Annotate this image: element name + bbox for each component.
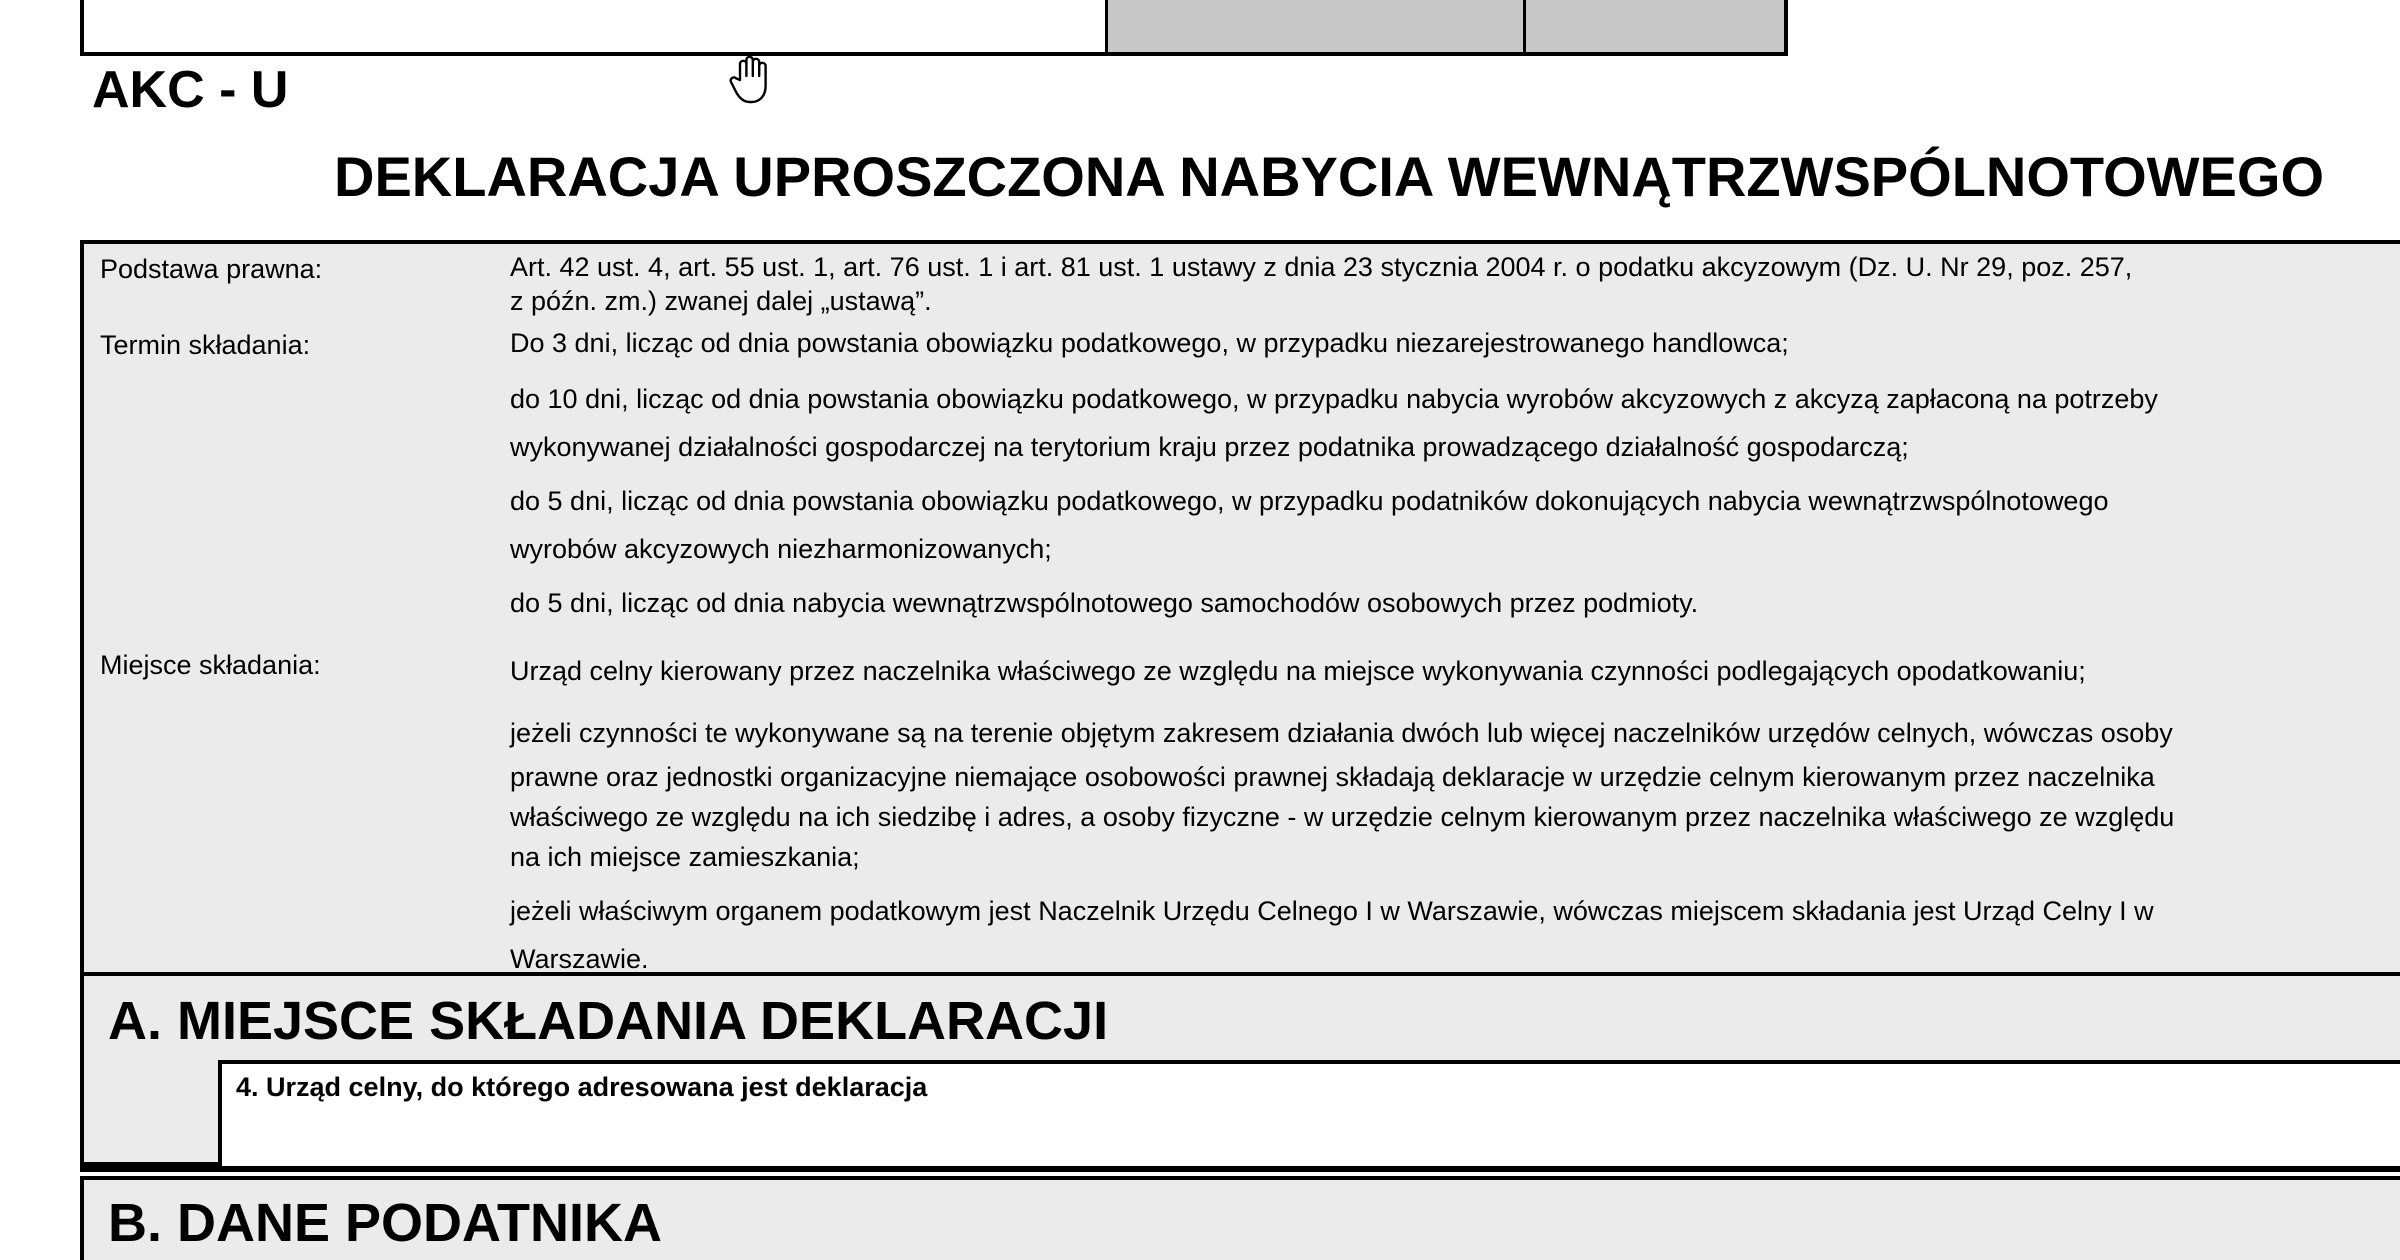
section-a-title: A. MIEJSCE SKŁADANIA DEKLARACJI: [108, 991, 1109, 1051]
section-b: [80, 1176, 2400, 1260]
top-table-cell-white[interactable]: [84, 0, 1108, 52]
top-table-cell-gray: [1526, 0, 1784, 52]
place-text-2c: właściwego ze względu na ich siedzibę i adres, a osoby fizyczne - w urzędzie celnym kierowanym przez naczelnika właściwego ze względu: [510, 802, 2175, 832]
section-a: [80, 972, 2400, 1172]
deadline-text-2a: do 10 dni, licząc od dnia powstania obowiązku podatkowego, w przypadku nabycia wyrobów akcyzowych z akcyzą zapłaconą na potrzeby: [510, 384, 2158, 414]
deadline-text-3a: do 5 dni, licząc od dnia powstania obowiązku podatkowego, w przypadku podatników dokonujących nabycia wewnątrzwspólnotowego: [510, 486, 2109, 516]
section-b-title: B. DANE PODATNIKA: [108, 1193, 663, 1253]
deadline-text-3b: wyrobów akcyzowych niezharmonizowanych;: [510, 534, 1052, 564]
form-code: AKC - U: [92, 61, 289, 119]
deadline-text-1: Do 3 dni, licząc od dnia powstania obowiązku podatkowego, w przypadku niezarejestrowanego handlowca;: [510, 328, 1789, 358]
place-text-1: Urząd celny kierowany przez naczelnika właściwego ze względu na miejsce wykonywania czynności podlegających opodatkowaniu;: [510, 656, 2086, 686]
top-table-cell-gray: [1108, 0, 1526, 52]
customs-office-field[interactable]: [218, 1060, 2400, 1166]
form-title: DEKLARACJA UPROSZCZONA NABYCIA WEWNĄTRZWSPÓLNOTOWEGO: [334, 145, 2324, 208]
place-text-2a: jeżeli czynności te wykonywane są na terenie objętym zakresem działania dwóch lub więcej naczelników urzędów celnych, wówczas osoby: [510, 718, 2173, 748]
legal-basis-text-1: Art. 42 ust. 4, art. 55 ust. 1, art. 76 ust. 1 i art. 81 ust. 1 ustawy z dnia 23 stycznia 2004 r. o podatku akcyzowym (Dz. U. Nr 29, poz. 257,: [510, 252, 2133, 282]
customs-office-field-label: 4. Urząd celny, do którego adresowana jest deklaracja: [236, 1072, 928, 1102]
place-label: Miejsce składania:: [100, 650, 321, 680]
deadline-text-2b: wykonywanej działalności gospodarczej na terytorium kraju przez podatnika prowadzącego działalność gospodarczą;: [510, 432, 1909, 462]
place-text-2b: prawne oraz jednostki organizacyjne niemające osobowości prawnej składają deklaracje w urzędzie celnym kierowanym przez naczelnika: [510, 762, 2155, 792]
deadline-label: Termin składania:: [100, 330, 311, 360]
top-table-partial: [80, 0, 1788, 56]
hand-cursor-icon: [724, 52, 780, 108]
place-text-2d: na ich miejsce zamieszkania;: [510, 842, 860, 872]
legal-basis-label: Podstawa prawna:: [100, 254, 323, 284]
deadline-text-4: do 5 dni, licząc od dnia nabycia wewnątrzwspólnotowego samochodów osobowych przez podmioty.: [510, 588, 1699, 618]
legal-basis-text-2: z późn. zm.) zwanej dalej „ustawą”.: [510, 286, 932, 316]
place-text-3b: Warszawie.: [510, 944, 649, 974]
legal-info-block: [80, 240, 2400, 976]
place-text-3a: jeżeli właściwym organem podatkowym jest Naczelnik Urzędu Celnego I w Warszawie, wówczas miejscem składania jest Urząd Celny I w: [510, 896, 2154, 926]
